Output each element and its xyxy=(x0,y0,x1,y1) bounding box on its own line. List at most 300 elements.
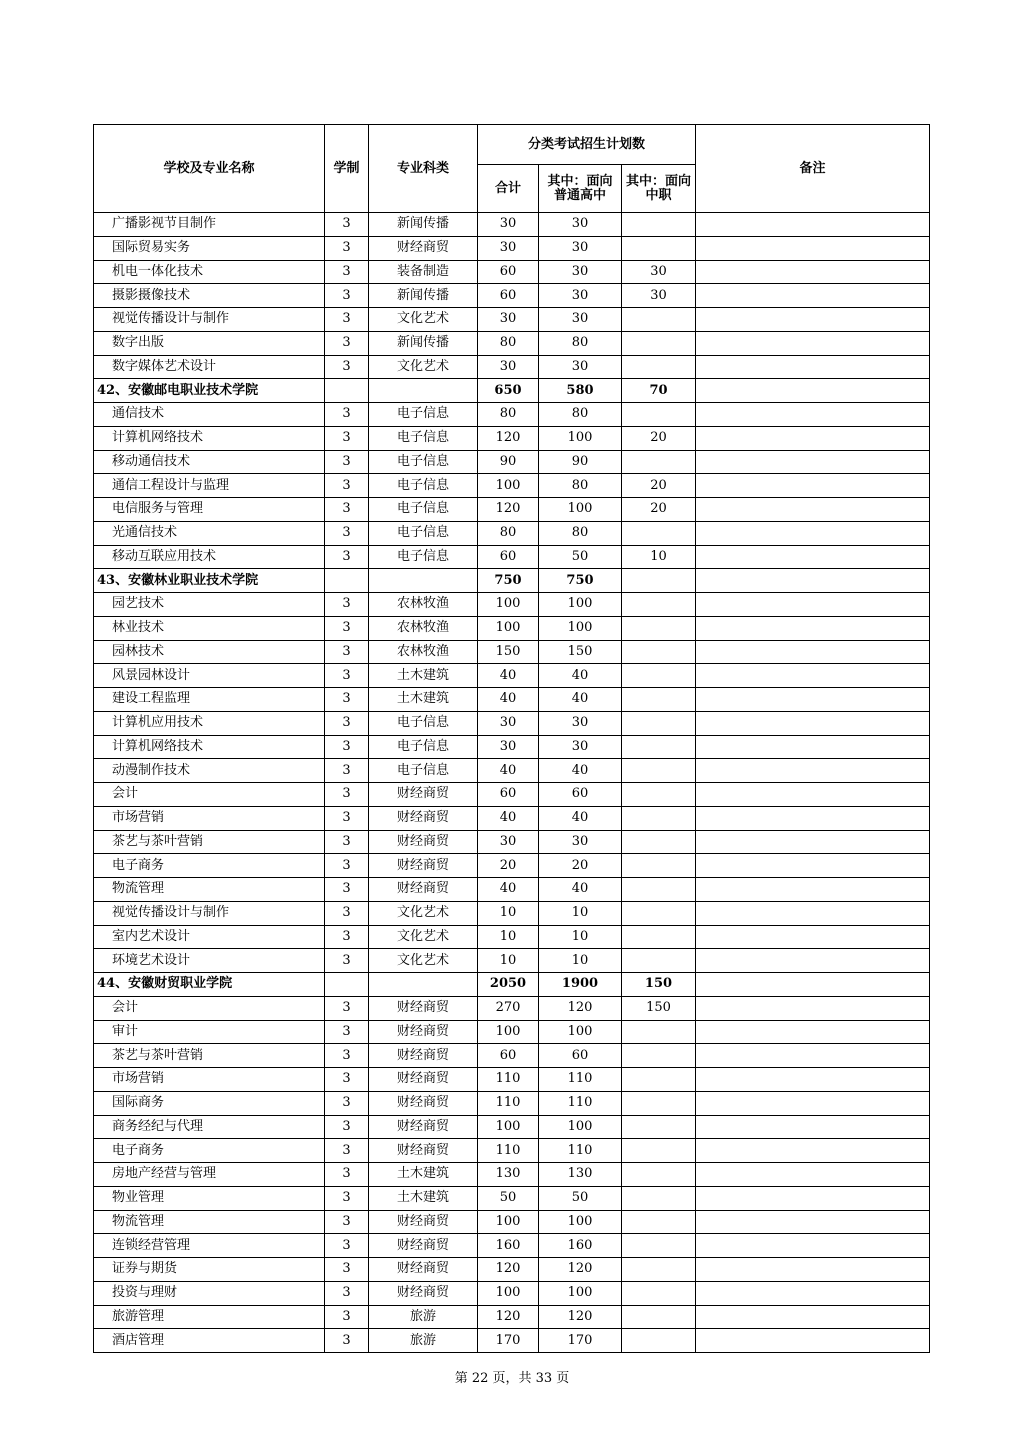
remarks-cell xyxy=(696,569,930,593)
total-cell: 30 xyxy=(478,236,539,260)
vocational-cell xyxy=(622,1305,696,1329)
total-cell: 100 xyxy=(478,1115,539,1139)
category-cell: 土木建筑 xyxy=(369,1163,478,1187)
category-cell: 财经商贸 xyxy=(369,1115,478,1139)
remarks-cell xyxy=(696,593,930,617)
category-cell: 文化艺术 xyxy=(369,901,478,925)
school-major-name-cell: 43、安徽林业职业技术学院 xyxy=(94,569,325,593)
table-row xyxy=(94,664,930,688)
vocational-cell xyxy=(622,783,696,807)
remarks-cell xyxy=(696,213,930,237)
header-total: 合计 xyxy=(478,165,539,213)
total-cell: 120 xyxy=(478,1305,539,1329)
school-major-name-cell: 证券与期货 xyxy=(94,1258,325,1282)
high-school-cell: 80 xyxy=(539,403,622,427)
table-row xyxy=(94,450,930,474)
total-cell: 110 xyxy=(478,1068,539,1092)
remarks-cell xyxy=(696,1234,930,1258)
high-school-cell: 100 xyxy=(539,1115,622,1139)
school-major-name-cell: 国际贸易实务 xyxy=(94,236,325,260)
duration-cell: 3 xyxy=(325,1258,369,1282)
header-vocational-line2: 中职 xyxy=(645,187,672,203)
school-major-name-cell: 茶艺与茶叶营销 xyxy=(94,1044,325,1068)
category-cell: 装备制造 xyxy=(369,260,478,284)
table-row xyxy=(94,545,930,569)
category-cell xyxy=(369,973,478,997)
category-cell: 旅游 xyxy=(369,1305,478,1329)
table-row xyxy=(94,403,930,427)
total-cell: 150 xyxy=(478,640,539,664)
school-major-name-cell: 通信技术 xyxy=(94,403,325,427)
vocational-cell xyxy=(622,403,696,427)
table-row xyxy=(94,878,930,902)
vocational-cell xyxy=(622,711,696,735)
high-school-cell: 80 xyxy=(539,521,622,545)
duration-cell: 3 xyxy=(325,521,369,545)
school-major-name-cell: 园艺技术 xyxy=(94,593,325,617)
remarks-cell xyxy=(696,1163,930,1187)
duration-cell: 3 xyxy=(325,1186,369,1210)
remarks-cell xyxy=(696,1091,930,1115)
header-category: 专业科类 xyxy=(369,125,478,213)
duration-cell: 3 xyxy=(325,830,369,854)
remarks-cell xyxy=(696,331,930,355)
school-row xyxy=(94,379,930,403)
school-major-name-cell: 酒店管理 xyxy=(94,1329,325,1353)
school-major-name-cell: 移动互联应用技术 xyxy=(94,545,325,569)
vocational-cell xyxy=(622,1329,696,1353)
school-major-name-cell: 环境艺术设计 xyxy=(94,949,325,973)
remarks-cell xyxy=(696,474,930,498)
vocational-cell: 20 xyxy=(622,426,696,450)
duration-cell: 3 xyxy=(325,759,369,783)
duration-cell: 3 xyxy=(325,1281,369,1305)
remarks-cell xyxy=(696,711,930,735)
vocational-cell xyxy=(622,1139,696,1163)
duration-cell: 3 xyxy=(325,1210,369,1234)
school-major-name-cell: 物业管理 xyxy=(94,1186,325,1210)
vocational-cell: 30 xyxy=(622,284,696,308)
category-cell: 财经商贸 xyxy=(369,1044,478,1068)
school-major-name-cell: 广播影视节目制作 xyxy=(94,213,325,237)
table-row xyxy=(94,735,930,759)
category-cell: 财经商贸 xyxy=(369,878,478,902)
duration-cell: 3 xyxy=(325,854,369,878)
header-vocational-line1: 其中：面向 xyxy=(625,173,691,189)
school-major-name-cell: 茶艺与茶叶营销 xyxy=(94,830,325,854)
table-row xyxy=(94,1044,930,1068)
total-cell: 100 xyxy=(478,593,539,617)
vocational-cell: 150 xyxy=(622,973,696,997)
table-row xyxy=(94,901,930,925)
category-cell: 旅游 xyxy=(369,1329,478,1353)
category-cell: 电子信息 xyxy=(369,498,478,522)
school-major-name-cell: 动漫制作技术 xyxy=(94,759,325,783)
duration-cell: 3 xyxy=(325,640,369,664)
vocational-cell xyxy=(622,213,696,237)
vocational-cell xyxy=(622,521,696,545)
school-major-name-cell: 连锁经营管理 xyxy=(94,1234,325,1258)
duration-cell: 3 xyxy=(325,308,369,332)
duration-cell: 3 xyxy=(325,1091,369,1115)
category-cell: 土木建筑 xyxy=(369,664,478,688)
vocational-cell xyxy=(622,664,696,688)
duration-cell xyxy=(325,973,369,997)
vocational-cell xyxy=(622,925,696,949)
high-school-cell: 1900 xyxy=(539,973,622,997)
high-school-cell: 30 xyxy=(539,355,622,379)
school-major-name-cell: 计算机网络技术 xyxy=(94,426,325,450)
duration-cell: 3 xyxy=(325,664,369,688)
remarks-cell xyxy=(696,1210,930,1234)
table-row xyxy=(94,949,930,973)
school-major-name-cell: 室内艺术设计 xyxy=(94,925,325,949)
table-row xyxy=(94,521,930,545)
high-school-cell: 750 xyxy=(539,569,622,593)
remarks-cell xyxy=(696,521,930,545)
total-cell: 130 xyxy=(478,1163,539,1187)
high-school-cell: 110 xyxy=(539,1068,622,1092)
school-major-name-cell: 园林技术 xyxy=(94,640,325,664)
total-cell: 80 xyxy=(478,331,539,355)
table-row xyxy=(94,925,930,949)
high-school-cell: 120 xyxy=(539,1258,622,1282)
header-remarks: 备注 xyxy=(696,125,930,213)
duration-cell: 3 xyxy=(325,545,369,569)
remarks-cell xyxy=(696,1186,930,1210)
vocational-cell xyxy=(622,901,696,925)
remarks-cell xyxy=(696,403,930,427)
vocational-cell xyxy=(622,1234,696,1258)
vocational-cell xyxy=(622,308,696,332)
school-major-name-cell: 会计 xyxy=(94,783,325,807)
high-school-cell: 110 xyxy=(539,1091,622,1115)
school-major-name-cell: 林业技术 xyxy=(94,616,325,640)
remarks-cell xyxy=(696,973,930,997)
table-row xyxy=(94,1234,930,1258)
remarks-cell xyxy=(696,878,930,902)
table-row xyxy=(94,308,930,332)
total-cell: 750 xyxy=(478,569,539,593)
duration-cell xyxy=(325,569,369,593)
duration-cell: 3 xyxy=(325,1020,369,1044)
total-cell: 270 xyxy=(478,996,539,1020)
vocational-cell xyxy=(622,1258,696,1282)
remarks-cell xyxy=(696,284,930,308)
table-row xyxy=(94,236,930,260)
duration-cell: 3 xyxy=(325,355,369,379)
remarks-cell xyxy=(696,426,930,450)
duration-cell: 3 xyxy=(325,403,369,427)
table-row xyxy=(94,688,930,712)
duration-cell: 3 xyxy=(325,1068,369,1092)
school-major-name-cell: 视觉传播设计与制作 xyxy=(94,901,325,925)
duration-cell: 3 xyxy=(325,450,369,474)
table-row xyxy=(94,1091,930,1115)
school-major-name-cell: 机电一体化技术 xyxy=(94,260,325,284)
remarks-cell xyxy=(696,806,930,830)
category-cell: 文化艺术 xyxy=(369,925,478,949)
vocational-cell: 70 xyxy=(622,379,696,403)
category-cell: 土木建筑 xyxy=(369,1186,478,1210)
vocational-cell xyxy=(622,735,696,759)
duration-cell: 3 xyxy=(325,901,369,925)
vocational-cell xyxy=(622,1210,696,1234)
category-cell: 财经商贸 xyxy=(369,236,478,260)
remarks-cell xyxy=(696,996,930,1020)
table-row xyxy=(94,640,930,664)
duration-cell: 3 xyxy=(325,474,369,498)
category-cell: 财经商贸 xyxy=(369,806,478,830)
category-cell: 电子信息 xyxy=(369,450,478,474)
vocational-cell xyxy=(622,806,696,830)
total-cell: 60 xyxy=(478,783,539,807)
table-row xyxy=(94,498,930,522)
duration-cell: 3 xyxy=(325,260,369,284)
high-school-cell: 20 xyxy=(539,854,622,878)
school-major-name-cell: 国际商务 xyxy=(94,1091,325,1115)
total-cell: 110 xyxy=(478,1139,539,1163)
remarks-cell xyxy=(696,1281,930,1305)
header-duration: 学制 xyxy=(325,125,369,213)
school-major-name-cell: 44、安徽财贸职业学院 xyxy=(94,973,325,997)
table-row xyxy=(94,759,930,783)
category-cell: 农林牧渔 xyxy=(369,593,478,617)
high-school-cell: 50 xyxy=(539,545,622,569)
vocational-cell xyxy=(622,569,696,593)
total-cell: 40 xyxy=(478,878,539,902)
high-school-cell: 30 xyxy=(539,260,622,284)
total-cell: 10 xyxy=(478,901,539,925)
duration-cell: 3 xyxy=(325,878,369,902)
high-school-cell: 100 xyxy=(539,1281,622,1305)
duration-cell: 3 xyxy=(325,1139,369,1163)
high-school-cell: 30 xyxy=(539,711,622,735)
vocational-cell xyxy=(622,830,696,854)
high-school-cell: 60 xyxy=(539,1044,622,1068)
high-school-cell: 110 xyxy=(539,1139,622,1163)
table-row xyxy=(94,213,930,237)
category-cell: 财经商贸 xyxy=(369,1281,478,1305)
school-major-name-cell: 市场营销 xyxy=(94,1068,325,1092)
category-cell: 农林牧渔 xyxy=(369,616,478,640)
table-row xyxy=(94,996,930,1020)
vocational-cell xyxy=(622,759,696,783)
school-major-name-cell: 通信工程设计与监理 xyxy=(94,474,325,498)
total-cell: 90 xyxy=(478,450,539,474)
total-cell: 60 xyxy=(478,545,539,569)
table-row xyxy=(94,806,930,830)
school-major-name-cell: 计算机网络技术 xyxy=(94,735,325,759)
vocational-cell xyxy=(622,688,696,712)
table-row xyxy=(94,593,930,617)
header-name: 学校及专业名称 xyxy=(94,125,325,213)
school-major-name-cell: 电子商务 xyxy=(94,854,325,878)
duration-cell: 3 xyxy=(325,498,369,522)
high-school-cell: 30 xyxy=(539,236,622,260)
duration-cell: 3 xyxy=(325,783,369,807)
category-cell: 电子信息 xyxy=(369,521,478,545)
category-cell: 财经商贸 xyxy=(369,1020,478,1044)
total-cell: 100 xyxy=(478,474,539,498)
duration-cell: 3 xyxy=(325,593,369,617)
remarks-cell xyxy=(696,1258,930,1282)
school-major-name-cell: 风景园林设计 xyxy=(94,664,325,688)
total-cell: 170 xyxy=(478,1329,539,1353)
duration-cell: 3 xyxy=(325,996,369,1020)
category-cell: 财经商贸 xyxy=(369,996,478,1020)
high-school-cell: 40 xyxy=(539,664,622,688)
category-cell xyxy=(369,569,478,593)
high-school-cell: 100 xyxy=(539,426,622,450)
category-cell: 电子信息 xyxy=(369,426,478,450)
header-high-school-line2: 普通高中 xyxy=(553,187,606,203)
remarks-cell xyxy=(696,1020,930,1044)
remarks-cell xyxy=(696,1115,930,1139)
category-cell: 电子信息 xyxy=(369,545,478,569)
remarks-cell xyxy=(696,830,930,854)
duration-cell: 3 xyxy=(325,949,369,973)
category-cell: 财经商贸 xyxy=(369,854,478,878)
total-cell: 10 xyxy=(478,925,539,949)
total-cell: 50 xyxy=(478,1186,539,1210)
category-cell: 财经商贸 xyxy=(369,1234,478,1258)
remarks-cell xyxy=(696,355,930,379)
school-row xyxy=(94,973,930,997)
table-row xyxy=(94,1115,930,1139)
duration-cell: 3 xyxy=(325,711,369,735)
high-school-cell: 30 xyxy=(539,213,622,237)
remarks-cell xyxy=(696,498,930,522)
category-cell: 财经商贸 xyxy=(369,1210,478,1234)
total-cell: 30 xyxy=(478,355,539,379)
school-major-name-cell: 建设工程监理 xyxy=(94,688,325,712)
school-major-name-cell: 电子商务 xyxy=(94,1139,325,1163)
table-row xyxy=(94,1186,930,1210)
header-high-school xyxy=(539,165,622,213)
school-major-name-cell: 物流管理 xyxy=(94,1210,325,1234)
high-school-cell: 30 xyxy=(539,735,622,759)
remarks-cell xyxy=(696,450,930,474)
remarks-cell xyxy=(696,925,930,949)
remarks-cell xyxy=(696,949,930,973)
page-number: 第 22 页，共 33 页 xyxy=(454,1371,570,1386)
table-row xyxy=(94,260,930,284)
total-cell: 120 xyxy=(478,1258,539,1282)
table-row xyxy=(94,854,930,878)
duration-cell: 3 xyxy=(325,236,369,260)
school-major-name-cell: 旅游管理 xyxy=(94,1305,325,1329)
vocational-cell xyxy=(622,1186,696,1210)
total-cell: 160 xyxy=(478,1234,539,1258)
remarks-cell xyxy=(696,545,930,569)
remarks-cell xyxy=(696,616,930,640)
high-school-cell: 580 xyxy=(539,379,622,403)
remarks-cell xyxy=(696,854,930,878)
remarks-cell xyxy=(696,1139,930,1163)
high-school-cell: 100 xyxy=(539,1020,622,1044)
duration-cell: 3 xyxy=(325,616,369,640)
total-cell: 40 xyxy=(478,688,539,712)
category-cell: 电子信息 xyxy=(369,403,478,427)
duration-cell: 3 xyxy=(325,1163,369,1187)
total-cell: 10 xyxy=(478,949,539,973)
vocational-cell xyxy=(622,1163,696,1187)
table-row xyxy=(94,1281,930,1305)
high-school-cell: 40 xyxy=(539,878,622,902)
high-school-cell: 30 xyxy=(539,830,622,854)
vocational-cell xyxy=(622,355,696,379)
vocational-cell xyxy=(622,593,696,617)
high-school-cell: 40 xyxy=(539,759,622,783)
remarks-cell xyxy=(696,735,930,759)
total-cell: 80 xyxy=(478,521,539,545)
duration-cell: 3 xyxy=(325,284,369,308)
duration-cell xyxy=(325,379,369,403)
vocational-cell xyxy=(622,1091,696,1115)
category-cell: 文化艺术 xyxy=(369,355,478,379)
remarks-cell xyxy=(696,1068,930,1092)
category-cell: 新闻传播 xyxy=(369,284,478,308)
category-cell: 电子信息 xyxy=(369,759,478,783)
school-major-name-cell: 商务经纪与代理 xyxy=(94,1115,325,1139)
remarks-cell xyxy=(696,640,930,664)
total-cell: 60 xyxy=(478,260,539,284)
school-major-name-cell: 视觉传播设计与制作 xyxy=(94,308,325,332)
total-cell: 30 xyxy=(478,308,539,332)
total-cell: 100 xyxy=(478,1210,539,1234)
total-cell: 80 xyxy=(478,403,539,427)
duration-cell: 3 xyxy=(325,213,369,237)
category-cell: 土木建筑 xyxy=(369,688,478,712)
table-row xyxy=(94,711,930,735)
high-school-cell: 170 xyxy=(539,1329,622,1353)
total-cell: 40 xyxy=(478,806,539,830)
total-cell: 40 xyxy=(478,664,539,688)
total-cell: 30 xyxy=(478,735,539,759)
table-row xyxy=(94,1210,930,1234)
total-cell: 2050 xyxy=(478,973,539,997)
total-cell: 120 xyxy=(478,426,539,450)
total-cell: 650 xyxy=(478,379,539,403)
school-major-name-cell: 计算机应用技术 xyxy=(94,711,325,735)
remarks-cell xyxy=(696,1329,930,1353)
vocational-cell: 20 xyxy=(622,498,696,522)
vocational-cell xyxy=(622,1068,696,1092)
category-cell: 电子信息 xyxy=(369,474,478,498)
category-cell xyxy=(369,379,478,403)
duration-cell: 3 xyxy=(325,1044,369,1068)
remarks-cell xyxy=(696,783,930,807)
table-row xyxy=(94,830,930,854)
category-cell: 文化艺术 xyxy=(369,308,478,332)
table-row xyxy=(94,1020,930,1044)
high-school-cell: 160 xyxy=(539,1234,622,1258)
vocational-cell xyxy=(622,1281,696,1305)
high-school-cell: 120 xyxy=(539,996,622,1020)
enrollment-plan-table xyxy=(93,124,930,1353)
table-row xyxy=(94,426,930,450)
vocational-cell xyxy=(622,616,696,640)
school-major-name-cell: 房地产经营与管理 xyxy=(94,1163,325,1187)
category-cell: 财经商贸 xyxy=(369,783,478,807)
category-cell: 电子信息 xyxy=(369,735,478,759)
category-cell: 财经商贸 xyxy=(369,1258,478,1282)
total-cell: 30 xyxy=(478,213,539,237)
high-school-cell: 100 xyxy=(539,593,622,617)
school-row xyxy=(94,569,930,593)
total-cell: 110 xyxy=(478,1091,539,1115)
